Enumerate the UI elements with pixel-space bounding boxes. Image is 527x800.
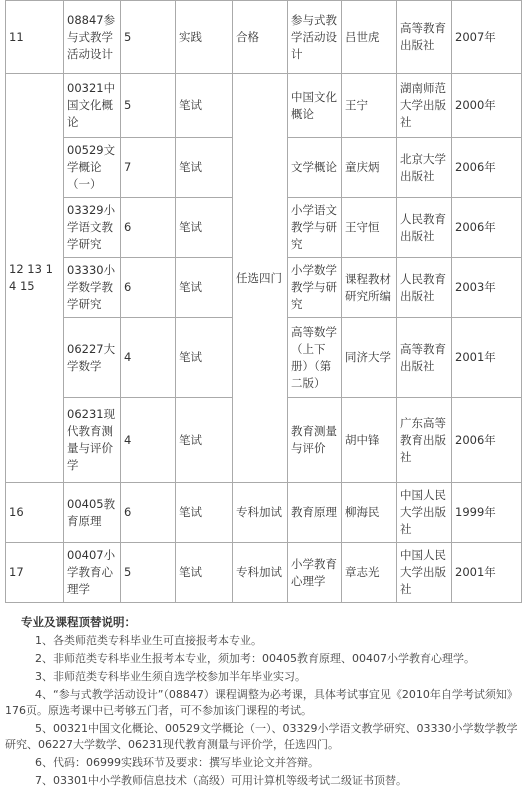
credit-cell: 4 [121,398,176,483]
year-cell: 2001年 [452,543,522,603]
course-code-cell: 00405教育原理 [64,483,121,543]
author-cell: 王守恒 [342,198,397,258]
credit-cell: 6 [121,258,176,318]
exam-type-cell: 实践 [176,1,233,74]
publisher-cell: 高等教育出版社 [397,318,452,398]
note-item: 1、各类师范类专科毕业生可直接报考本专业。 [35,634,262,647]
publisher-cell: 湖南师范大学出版社 [397,74,452,138]
note-cell: 任选四门 [233,74,288,483]
textbook-cell: 小学语文教学与研究 [288,198,342,258]
year-cell: 2006年 [452,198,522,258]
author-cell: 课程教材研究所编 [342,258,397,318]
textbook-cell: 高等数学（上下册）（第二版） [288,318,342,398]
author-cell: 王宁 [342,74,397,138]
author-cell: 胡中锋 [342,398,397,483]
course-code-cell: 00321中国文化概论 [64,74,121,138]
exam-type-cell: 笔试 [176,198,233,258]
publisher-cell: 人民教育出版社 [397,258,452,318]
course-table [5,0,522,603]
note-cell: 专科加试 [233,483,288,543]
exam-type-cell: 笔试 [176,398,233,483]
exam-type-cell: 笔试 [176,543,233,603]
credit-cell: 7 [121,138,176,198]
course-code-cell: 06231现代教育测量与评价学 [64,398,121,483]
publisher-cell: 人民教育出版社 [397,198,452,258]
exam-type-cell: 笔试 [176,74,233,138]
year-cell: 2006年 [452,138,522,198]
notes-section [5,614,521,791]
notes-title: 专业及课程顶替说明： [21,615,136,629]
course-code-cell: 06227大学数学 [64,318,121,398]
textbook-cell: 教育测量与评价 [288,398,342,483]
note-item: 6、代码：06999实践环节及要求：撰写毕业论文并答辩。 [35,756,319,769]
group-cell: 11 [6,1,64,74]
exam-type-cell: 笔试 [176,483,233,543]
course-code-cell: 03329小学语文教学研究 [64,198,121,258]
note-item: 5、00321中国文化概论、00529文学概论（一）、03329小学语文教学研究、03330小学数学教学研究、06227大学数学、06231现代教育测量与评价学，任选四门。 [5,722,518,751]
group-cell: 17 [6,543,64,603]
table-row [6,543,522,603]
course-code-cell: 03330小学数学教学研究 [64,258,121,318]
table-row [6,1,522,74]
credit-cell: 5 [121,1,176,74]
publisher-cell: 中国人民大学出版社 [397,543,452,603]
textbook-cell: 中国文化概论 [288,74,342,138]
textbook-cell: 文学概论 [288,138,342,198]
publisher-cell: 高等教育出版社 [397,1,452,74]
course-code-cell: 08847参与式教学活动设计 [64,1,121,74]
year-cell: 2007年 [452,1,522,74]
textbook-cell: 教育原理 [288,483,342,543]
credit-cell: 6 [121,483,176,543]
note-item: 2、非师范类专科毕业生报考本专业，须加考：00405教育原理、00407小学教育心理学。 [35,652,475,665]
credit-cell: 6 [121,198,176,258]
textbook-cell: 小学数学教学与研究 [288,258,342,318]
year-cell: 1999年 [452,483,522,543]
author-cell: 章志光 [342,543,397,603]
course-code-cell: 00407小学教育心理学 [64,543,121,603]
exam-type-cell: 笔试 [176,138,233,198]
author-cell: 吕世虎 [342,1,397,74]
note-item: 4、“参与式教学活动设计”（08847）课程调整为必考课，具体考试事宜见《2010年自学考试须知》176页。原选考课中已考够五门者，可不参加该门课程的考试。 [5,688,518,717]
credit-cell: 4 [121,318,176,398]
publisher-cell: 北京大学出版社 [397,138,452,198]
table-row [6,74,522,138]
note-item: 3、非师范类专科毕业生须自选学校参加半年毕业实习。 [35,670,306,683]
credit-cell: 5 [121,74,176,138]
author-cell: 柳海民 [342,483,397,543]
textbook-cell: 小学教育心理学 [288,543,342,603]
course-code-cell: 00529文学概论（一） [64,138,121,198]
year-cell: 2006年 [452,398,522,483]
note-cell: 合格 [233,1,288,74]
author-cell: 童庆炳 [342,138,397,198]
year-cell: 2001年 [452,318,522,398]
note-item: 7、03301中小学教师信息技术（高级）可用计算机等级考试二级证书顶替。 [35,774,407,787]
table-row [6,483,522,543]
note-cell: 专科加试 [233,543,288,603]
exam-type-cell: 笔试 [176,258,233,318]
textbook-cell: 参与式教学活动设计 [288,1,342,74]
publisher-cell: 中国人民大学出版社 [397,483,452,543]
year-cell: 2003年 [452,258,522,318]
author-cell: 同济大学 [342,318,397,398]
credit-cell: 5 [121,543,176,603]
group-cell: 12 13 14 15 [6,74,64,483]
group-cell: 16 [6,483,64,543]
publisher-cell: 广东高等教育出版社 [397,398,452,483]
exam-type-cell: 笔试 [176,318,233,398]
year-cell: 2000年 [452,74,522,138]
